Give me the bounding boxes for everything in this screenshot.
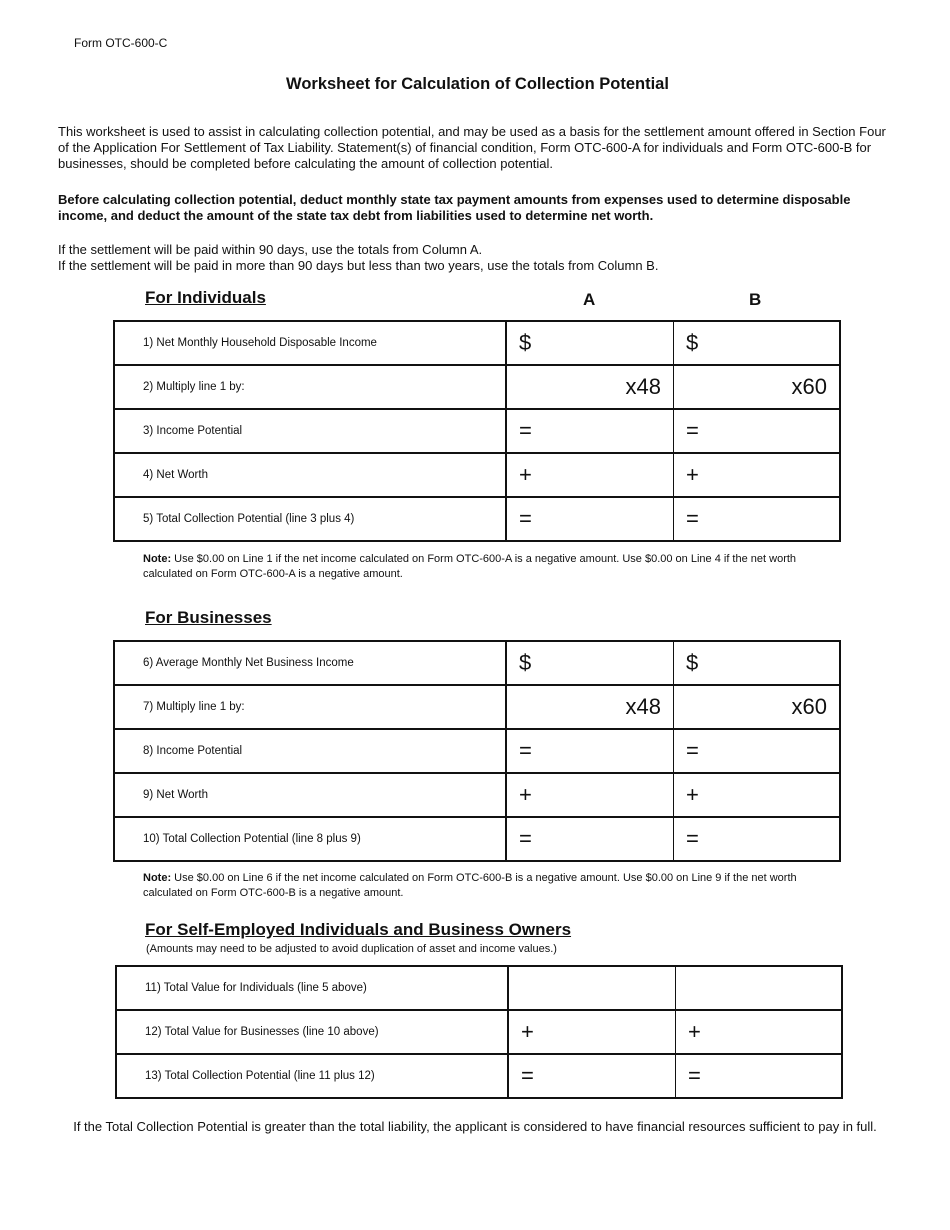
table-row	[115, 642, 839, 686]
businesses-table	[113, 640, 841, 862]
row-label: 5) Total Collection Potential (line 3 plus 4)	[115, 498, 507, 540]
note-label: Note:	[143, 553, 172, 565]
table-row	[117, 967, 841, 1011]
businesses-heading: For Businesses	[145, 608, 272, 627]
column-b-field[interactable]: =	[675, 1055, 841, 1097]
row-label: 8) Income Potential	[115, 730, 507, 772]
column-b-field[interactable]: +	[673, 774, 839, 816]
row-label: 1) Net Monthly Household Disposable Income	[115, 322, 507, 364]
row-label: 2) Multiply line 1 by:	[115, 366, 507, 408]
row-label: 4) Net Worth	[115, 454, 507, 496]
self-employed-heading: For Self-Employed Individuals and Business Owners	[145, 920, 572, 939]
column-a-field[interactable]: x48	[625, 374, 661, 399]
row-label: 10) Total Collection Potential (line 8 plus 9)	[115, 818, 507, 860]
column-a-field[interactable]: =	[519, 418, 532, 443]
table-row	[115, 410, 839, 454]
column-b-rule: If the settlement will be paid in more than 90 days but less than two years, use the totals from Column B.	[58, 258, 659, 273]
row-label: 12) Total Value for Businesses (line 10 above)	[117, 1011, 509, 1053]
column-b-field[interactable]: =	[673, 818, 839, 860]
row-label: 9) Net Worth	[115, 774, 507, 816]
note-text: Use $0.00 on Line 1 if the net income calculated on Form OTC-600-A is a negative amount. Use $0.00 on Line 4 if the net worth calculated on Form OTC-600-A is a negative amount.	[143, 553, 797, 580]
row-label: 13) Total Collection Potential (line 11 plus 12)	[117, 1055, 509, 1097]
column-a-field[interactable]: =	[519, 826, 532, 851]
form-id: Form OTC-600-C	[74, 36, 168, 50]
bold-instruction: Before calculating collection potential, deduct monthly state tax payment amounts from expenses used to determine disposable income, and deduct the amount of the state tax debt from liabilities used to determine net worth.	[58, 192, 851, 223]
businesses-note	[143, 871, 823, 901]
self-employed-table	[115, 965, 843, 1099]
column-b-field[interactable]: x60	[673, 366, 839, 408]
column-b-field[interactable]: $	[673, 322, 839, 364]
intro-text: This worksheet is used to assist in calculating collection potential, and may be used as a basis for the settlement amount offered in Section Four of the Application For Settlement of Tax Liability. Statement(s) of financial condition, Form OTC-600-A for individuals and Form OTC-600-B for businesses, should be completed before calculating the amount of collection potential.	[58, 124, 886, 171]
column-a-field[interactable]: x48	[625, 694, 661, 719]
column-b-field[interactable]: =	[673, 498, 839, 540]
self-employed-subheading: (Amounts may need to be adjusted to avoid duplication of asset and income values.)	[146, 943, 557, 955]
column-a-field[interactable]: =	[519, 738, 532, 763]
table-row	[115, 774, 839, 818]
column-a-field[interactable]	[509, 967, 675, 1009]
individuals-heading: For Individuals	[145, 288, 266, 307]
column-b-field[interactable]: =	[673, 730, 839, 772]
column-a-header: A	[583, 290, 596, 309]
individuals-table	[113, 320, 841, 542]
column-b-header: B	[749, 290, 762, 309]
note-text: Use $0.00 on Line 6 if the net income calculated on Form OTC-600-B is a negative amount. Use $0.00 on Line 9 if the net worth calculated on Form OTC-600-B is a negative amount.	[143, 872, 797, 899]
column-a-field[interactable]: =	[519, 506, 532, 531]
column-a-field[interactable]: =	[521, 1063, 534, 1088]
column-b-field[interactable]: $	[673, 642, 839, 684]
table-row	[115, 366, 839, 410]
page-title: Worksheet for Calculation of Collection Potential	[286, 75, 669, 93]
table-row	[117, 1055, 841, 1097]
column-a-field[interactable]: $	[519, 650, 532, 675]
note-label: Note:	[143, 872, 172, 884]
column-a-rule: If the settlement will be paid within 90 days, use the totals from Column A.	[58, 242, 483, 257]
column-a-field[interactable]: +	[519, 462, 532, 487]
table-row	[115, 454, 839, 498]
column-a-field[interactable]: $	[519, 330, 532, 355]
row-label: 11) Total Value for Individuals (line 5 above)	[117, 967, 509, 1009]
column-a-field[interactable]: +	[519, 782, 532, 807]
column-b-field[interactable]: =	[673, 410, 839, 452]
table-row	[115, 818, 839, 860]
column-b-field[interactable]: +	[675, 1011, 841, 1053]
table-row	[115, 730, 839, 774]
column-b-field[interactable]: x60	[673, 686, 839, 728]
column-a-field[interactable]: +	[521, 1019, 534, 1044]
table-row	[115, 686, 839, 730]
table-row	[115, 322, 839, 366]
table-row	[117, 1011, 841, 1055]
column-b-field[interactable]: +	[673, 454, 839, 496]
row-label: 3) Income Potential	[115, 410, 507, 452]
column-b-field[interactable]	[675, 967, 841, 1009]
footer-text: If the Total Collection Potential is greater than the total liability, the applicant is considered to have financial resources sufficient to pay in full.	[73, 1119, 877, 1134]
row-label: 7) Multiply line 1 by:	[115, 686, 507, 728]
row-label: 6) Average Monthly Net Business Income	[115, 642, 507, 684]
individuals-note	[143, 552, 823, 582]
table-row	[115, 498, 839, 540]
